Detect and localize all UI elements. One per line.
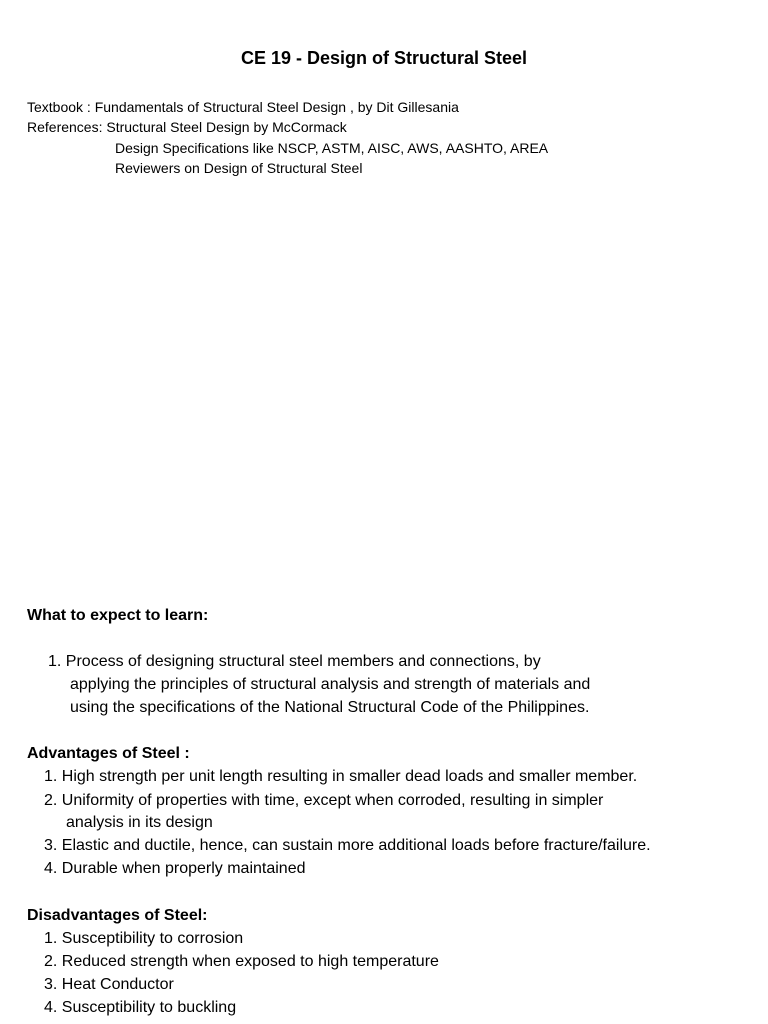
disadvantages-heading: Disadvantages of Steel: xyxy=(27,907,208,924)
advantage-item: 3. Elastic and ductile, hence, can sustain more additional loads before fracture/failure. xyxy=(44,837,651,854)
reference-item: Design Specifications like NSCP, ASTM, AISC, AWS, AASHTO, AREA xyxy=(115,140,549,156)
learn-heading: What to expect to learn: xyxy=(27,607,209,624)
disadvantage-item: 3. Heat Conductor xyxy=(44,976,174,993)
advantage-item: 4. Durable when properly maintained xyxy=(44,860,306,877)
disadvantage-item: 4. Susceptibility to buckling xyxy=(44,999,237,1016)
advantage-item: 1. High strength per unit length resulting in smaller dead loads and smaller member. xyxy=(44,768,638,785)
references-line: References: Structural Steel Design by McCormack xyxy=(27,119,347,135)
learn-item: using the specifications of the National Structural Code of the Philippines. xyxy=(70,699,590,716)
learn-item: 1. Process of designing structural steel members and connections, by xyxy=(48,653,541,670)
textbook-line: Textbook : Fundamentals of Structural Steel Design , by Dit Gillesania xyxy=(27,99,459,115)
advantages-heading: Advantages of Steel : xyxy=(27,745,190,762)
reference-item: Reviewers on Design of Structural Steel xyxy=(115,160,363,176)
disadvantage-item: 2. Reduced strength when exposed to high temperature xyxy=(44,953,439,970)
advantage-item: 2. Uniformity of properties with time, except when corroded, resulting in simpler xyxy=(44,792,604,809)
disadvantage-item: 1. Susceptibility to corrosion xyxy=(44,930,244,947)
advantage-item: analysis in its design xyxy=(66,814,213,831)
document-title: CE 19 - Design of Structural Steel xyxy=(240,48,528,68)
learn-item: applying the principles of structural analysis and strength of materials and xyxy=(70,676,591,693)
